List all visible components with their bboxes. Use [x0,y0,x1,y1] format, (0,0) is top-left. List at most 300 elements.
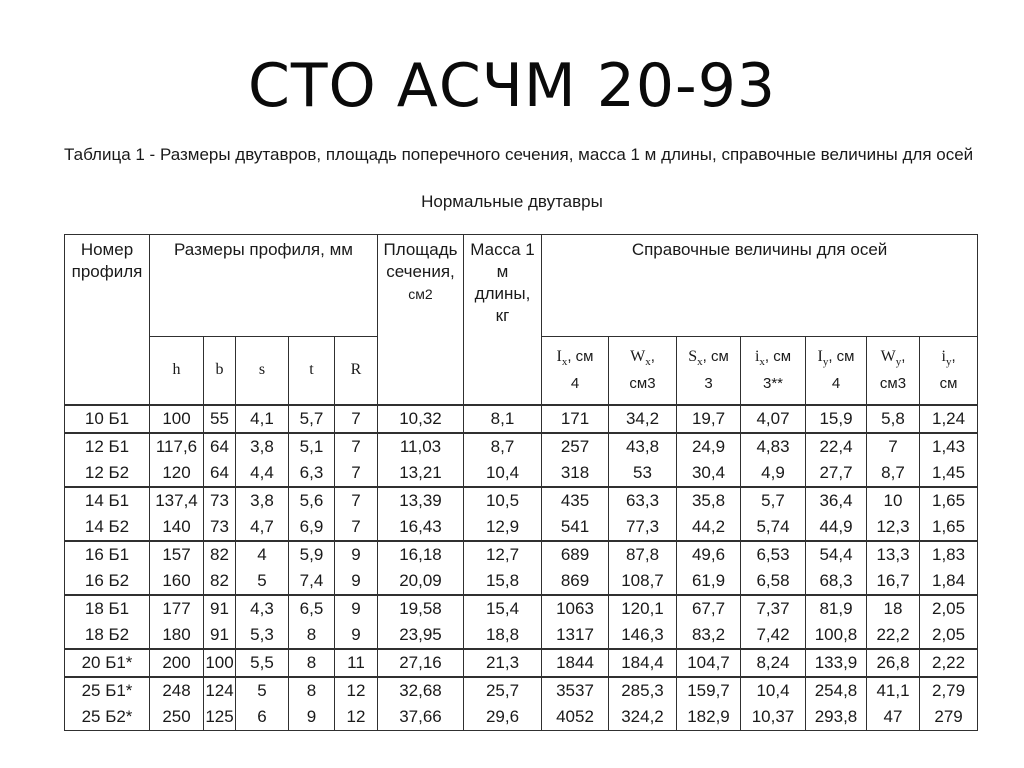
axis-subscript: y [895,355,902,368]
cell-value: 22,2 [876,624,910,644]
header-axis-iy-4 [806,337,867,405]
header-param-h: h [150,337,204,405]
cell-value: 8,7 [490,436,515,456]
header-param-r: R [335,337,378,405]
value-cell [335,649,378,677]
value-cell [378,541,464,595]
cell-value: 11 [347,652,365,672]
cell-value: 34,2 [625,408,660,428]
value-cell [236,405,289,433]
profile-name-cell [65,677,150,731]
value-cell [236,487,289,541]
header-profile: Номер профиля [65,235,150,405]
value-cell [464,595,542,649]
value-cell [464,649,542,677]
value-cell [806,487,867,541]
value-cell [609,405,677,433]
header-reference-values: Справочные величины для осей [542,235,978,337]
value-cell [204,487,236,541]
cell-value: 108,7 [621,570,664,590]
value-cell [236,595,289,649]
cell-value: 869 [560,570,590,590]
cell-value: 5 [257,680,267,700]
value-cell [677,649,741,677]
table-row-group [65,405,978,433]
cell-value: 7 [351,490,361,510]
cell-value: 3,8 [250,490,274,510]
cell-value: 12 [346,706,366,726]
value-cell [677,677,741,731]
cell-value: 279 [934,706,963,726]
table-row-group [65,677,978,731]
cell-value: 435 [560,490,590,510]
table-row-group [65,541,978,595]
cell-value: 7 [351,408,361,428]
value-cell [741,487,806,541]
cell-value: 146,3 [621,624,664,644]
cell-value: 1,83 [932,544,966,564]
cell-value: 1,65 [932,490,966,510]
cell-value: 36,4 [819,490,853,510]
axis-symbol: i [754,347,760,365]
cell-value: 14 Б1 [84,490,130,510]
axis-subscript: x [561,355,568,368]
value-cell [204,433,236,487]
axis-symbol: i [941,347,946,365]
axis-unit: , [901,347,906,365]
cell-value: 22,4 [819,436,853,456]
cell-value: 293,8 [814,706,858,726]
cell-value: 64 [210,462,229,482]
value-cell [677,595,741,649]
cell-value: 120,1 [621,598,664,618]
value-cell [609,649,677,677]
cell-value: 19,7 [691,408,726,428]
cell-value: 10,32 [399,408,442,428]
cell-value: 7 [888,436,898,456]
cell-value: 29,6 [485,706,520,726]
value-cell [236,433,289,487]
cell-value: 8 [306,652,317,672]
value-cell [609,487,677,541]
cell-value: 12 [346,680,366,700]
value-cell [867,595,920,649]
header-param-s: s [236,337,289,405]
cell-value: 12,7 [485,544,520,564]
value-cell [806,649,867,677]
axis-subscript: x [697,355,703,368]
value-cell [609,677,677,731]
value-cell [867,541,920,595]
cell-value: 7,4 [299,570,324,590]
cell-value: 117,6 [155,436,198,456]
cell-value: 82 [210,570,229,590]
value-cell [204,405,236,433]
cell-value: 5,1 [299,436,324,456]
cell-value: 10 [883,490,903,510]
value-cell [542,541,609,595]
cell-value: 133,9 [814,652,858,672]
cell-value: 100 [205,652,234,672]
value-cell [378,433,464,487]
value-cell [920,541,978,595]
axis-unit-line2: см3 [629,374,656,392]
value-cell [542,487,609,541]
cell-value: 125 [205,706,234,726]
cell-value: 1844 [556,652,594,672]
cell-value: 18 [883,598,903,618]
cell-value: 12 Б2 [84,462,130,482]
cell-value: 7 [351,516,361,536]
i-beam-table [64,234,978,731]
cell-value: 8 [306,680,317,700]
cell-value: 285,3 [621,680,664,700]
value-cell [289,433,335,487]
cell-value: 16 Б2 [84,570,130,590]
value-cell [741,677,806,731]
value-cell [378,677,464,731]
cell-value: 3537 [556,680,594,700]
value-cell [542,405,609,433]
cell-value: 54,4 [819,544,853,564]
value-cell [150,433,204,487]
cell-value: 7 [351,436,361,456]
cell-value: 26,8 [876,652,910,672]
value-cell [542,677,609,731]
cell-value: 18 Б2 [84,624,130,644]
cell-value: 12 Б1 [84,436,130,456]
profile-name-cell [65,433,150,487]
cell-value: 1,45 [932,462,966,482]
value-cell [289,595,335,649]
cell-value: 10,4 [756,680,790,700]
profile-name-cell [65,405,150,433]
cell-value: 18,8 [485,624,520,644]
cell-value: 41,1 [876,680,910,700]
value-cell [920,487,978,541]
cell-value: 9 [351,570,361,590]
axis-unit: , см [764,347,792,365]
axis-unit: , см [828,347,855,365]
cell-value: 5 [257,570,267,590]
axis-unit: , см [567,347,594,365]
cell-value: 4052 [556,706,594,726]
value-cell [464,541,542,595]
cell-value: 200 [162,652,191,672]
cell-value: 6,3 [299,462,324,482]
cell-value: 91 [210,624,229,644]
cell-value: 30,4 [691,462,726,482]
cell-value: 12,9 [485,516,520,536]
axis-unit: , [650,347,655,365]
value-cell [542,433,609,487]
value-cell [464,405,542,433]
value-cell [289,487,335,541]
cell-value: 10,37 [751,706,795,726]
value-cell [150,487,204,541]
value-cell [464,487,542,541]
cell-value: 4,3 [250,598,274,618]
cell-value: 3,8 [250,436,274,456]
cell-value: 7,37 [756,598,790,618]
axis-symbol: W [880,347,896,365]
cell-value: 73 [210,516,229,536]
cell-value: 160 [162,570,191,590]
cell-value: 9 [351,544,361,564]
table-row-group [65,595,978,649]
cell-value: 541 [560,516,590,536]
cell-value: 19,58 [399,598,442,618]
cell-value: 159,7 [687,680,730,700]
cell-value: 6,58 [756,570,790,590]
value-cell [867,433,920,487]
cell-value: 11,03 [399,436,442,456]
cell-value: 18 Б1 [84,598,130,618]
cell-value: 10,4 [485,462,520,482]
value-cell [204,541,236,595]
cell-value: 25,7 [485,680,520,700]
cell-value: 689 [560,544,590,564]
value-cell [236,541,289,595]
value-cell [150,649,204,677]
header-axis-wy-5 [867,337,920,405]
profile-name-cell [65,649,150,677]
cell-value: 100,8 [814,624,858,644]
value-cell [677,541,741,595]
cell-value: 100 [162,408,191,428]
axis-unit-line2: 3** [762,374,784,392]
value-cell [920,677,978,731]
value-cell [867,649,920,677]
value-cell [464,677,542,731]
cell-value: 37,66 [399,706,442,726]
header-axis-sx-2 [677,337,741,405]
cell-value: 15,4 [485,598,520,618]
cell-value: 63,3 [625,490,660,510]
value-cell [335,433,378,487]
cell-value: 2,05 [932,624,966,644]
axis-unit-line2: 3 [704,374,713,392]
cell-value: 21,3 [485,652,520,672]
value-cell [378,649,464,677]
cell-value: 5,5 [250,652,274,672]
cell-value: 16 Б1 [84,544,130,564]
cell-value: 12,3 [876,516,910,536]
value-cell [464,433,542,487]
header-axis-wx-1 [609,337,677,405]
axis-symbol: S [688,347,698,365]
value-cell [335,541,378,595]
cell-value: 1,24 [932,408,966,428]
cell-value: 137,4 [155,490,198,510]
cell-value: 20,09 [399,570,442,590]
cell-value: 4,4 [250,462,274,482]
value-cell [741,541,806,595]
value-cell [236,677,289,731]
cell-value: 64 [210,436,229,456]
cell-value: 5,9 [299,544,324,564]
cell-value: 4,07 [756,408,790,428]
cell-value: 10,5 [485,490,520,510]
axis-unit-line2: см3 [879,374,907,392]
cell-value: 182,9 [687,706,730,726]
axis-symbol: I [556,347,562,365]
value-cell [806,433,867,487]
cell-value: 8,1 [490,408,515,428]
cell-value: 81,9 [819,598,853,618]
value-cell [806,677,867,731]
cell-value: 23,95 [399,624,442,644]
cell-value: 140 [162,516,191,536]
cell-value: 1317 [556,624,594,644]
cell-value: 35,8 [691,490,726,510]
axis-unit: , [951,347,956,365]
profile-name-cell [65,487,150,541]
axis-subscript: x [645,355,651,368]
value-cell [542,595,609,649]
cell-value: 250 [162,706,191,726]
cell-value: 4,83 [756,436,790,456]
cell-value: 27,7 [819,462,853,482]
cell-value: 16,43 [399,516,442,536]
header-axis-ix-3 [741,337,806,405]
cell-value: 5,3 [250,624,274,644]
cell-value: 254,8 [814,680,858,700]
cell-value: 7,42 [756,624,790,644]
header-axis-ix-0 [542,337,609,405]
axis-subscript: x [759,355,765,368]
axis-symbol: I [817,347,823,365]
axis-unit: , см [702,347,729,365]
cell-value: 4,7 [250,516,274,536]
header-axis-iy-6 [920,337,978,405]
axis-subscript: y [822,355,829,368]
value-cell [741,405,806,433]
cell-value: 184,4 [621,652,664,672]
cell-value: 9 [351,598,361,618]
value-cell [867,405,920,433]
cell-value: 8 [306,624,317,644]
value-cell [920,405,978,433]
value-cell [677,405,741,433]
value-cell [609,541,677,595]
cell-value: 44,9 [819,516,853,536]
cell-value: 32,68 [399,680,442,700]
cell-value: 82 [210,544,229,564]
table-subtitle: Нормальные двутавры [421,192,603,211]
axis-unit-line2: 4 [570,374,580,392]
cell-value: 55 [210,408,229,428]
value-cell [867,487,920,541]
cell-value: 44,2 [691,516,726,536]
cell-value: 5,7 [761,490,785,510]
axis-subscript: y [945,355,952,368]
cell-value: 6,5 [299,598,324,618]
cell-value: 180 [162,624,191,644]
value-cell [741,595,806,649]
value-cell [150,595,204,649]
value-cell [741,433,806,487]
value-cell [150,677,204,731]
cell-value: 5,6 [299,490,324,510]
profile-name-cell [65,541,150,595]
cell-value: 16,18 [399,544,442,564]
cell-value: 1,84 [932,570,966,590]
value-cell [204,595,236,649]
cell-value: 4,9 [761,462,785,482]
value-cell [920,649,978,677]
cell-value: 20 Б1* [81,652,133,672]
cell-value: 67,7 [691,598,726,618]
value-cell [806,541,867,595]
header-dimensions: Размеры профиля, мм [150,235,378,337]
cell-value: 13,3 [876,544,910,564]
cell-value: 68,3 [819,570,853,590]
axis-unit-line2: см [939,374,958,392]
cell-value: 91 [210,598,229,618]
cell-value: 5,7 [299,408,324,428]
cell-value: 124 [205,680,234,700]
value-cell [335,487,378,541]
value-cell [335,405,378,433]
table-caption: Таблица 1 - Размеры двутавров, площадь поперечного сечения, масса 1 м длины, справочные величины для осей [64,145,974,164]
cell-value: 1,65 [932,516,966,536]
cell-value: 6,9 [299,516,324,536]
value-cell [378,487,464,541]
header-mass: Масса 1 м длины, кг [464,235,542,405]
cell-value: 257 [560,436,590,456]
cell-value: 73 [210,490,229,510]
cell-value: 47 [883,706,903,726]
value-cell [677,487,741,541]
cell-value: 53 [633,462,652,482]
cell-value: 27,16 [399,652,442,672]
cell-value: 10 Б1 [84,408,130,428]
cell-value: 13,39 [399,490,442,510]
table-row-group [65,487,978,541]
value-cell [677,433,741,487]
cell-value: 157 [162,544,191,564]
cell-value: 61,9 [691,570,726,590]
cell-value: 7 [351,462,361,482]
value-cell [542,649,609,677]
cell-value: 318 [560,462,590,482]
axis-symbol: W [630,347,646,365]
value-cell [289,677,335,731]
value-cell [204,649,236,677]
cell-value: 2,79 [932,680,966,700]
value-cell [867,677,920,731]
cell-value: 324,2 [621,706,664,726]
cell-value: 49,6 [691,544,726,564]
cell-value: 14 Б2 [84,516,130,536]
value-cell [378,405,464,433]
cell-value: 13,21 [399,462,442,482]
cell-value: 171 [560,408,590,428]
cell-value: 120 [162,462,191,482]
profile-name-cell [65,595,150,649]
cell-value: 15,8 [485,570,520,590]
cell-value: 6,53 [756,544,790,564]
cell-value: 1063 [556,598,594,618]
value-cell [806,405,867,433]
value-cell [609,433,677,487]
cell-value: 24,9 [691,436,726,456]
value-cell [741,649,806,677]
header-param-b: b [204,337,236,405]
cell-value: 9 [351,624,361,644]
value-cell [378,595,464,649]
